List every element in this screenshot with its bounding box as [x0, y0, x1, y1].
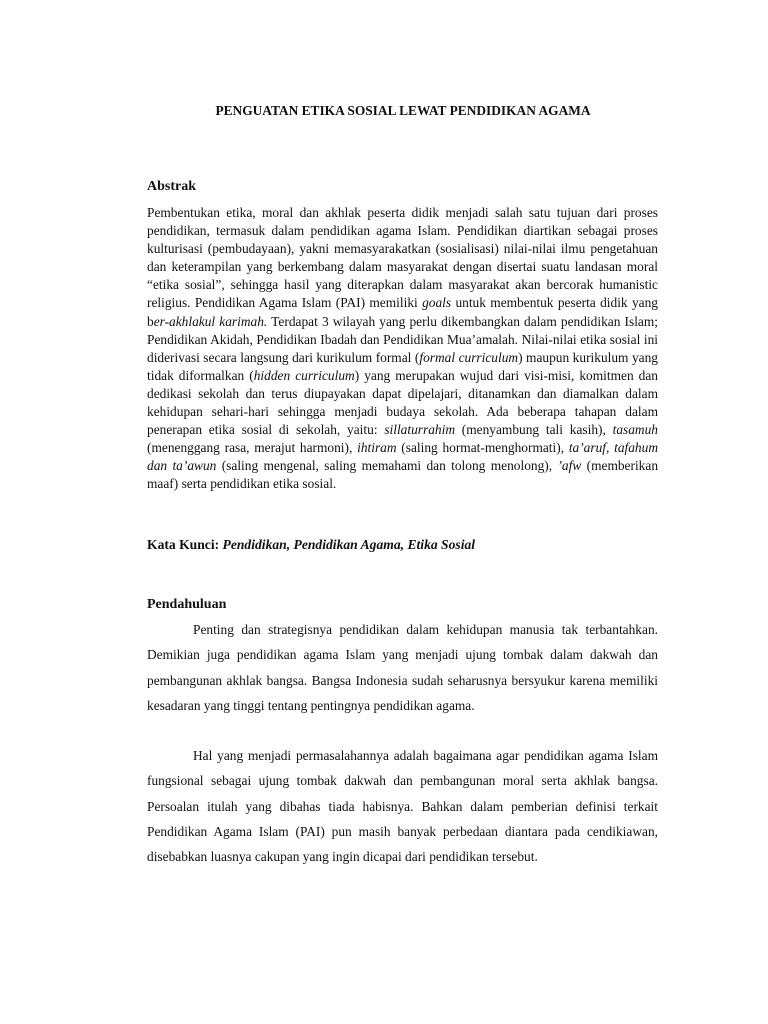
abstract-text-run: (saling hormat-menghormati), [396, 440, 569, 456]
abstract-italic-term: ihtiram [357, 440, 397, 456]
abstract-text-run: untuk membentuk peserta didik yang b [147, 295, 658, 329]
abstract-heading: Abstrak [147, 179, 197, 194]
introduction-paragraph-1: Penting dan strategisnya pendidikan dalam kehidupan manusia tak terbantahkan. Demikian juga pendidikan agama Islam yang menjadi ujung tombak dalam dakwah dan pembangunan akhlak bangsa. Bangsa Indonesia sudah seharusnya bersyukur karena memiliki kesadaran yang tinggi tentang pentingnya pendidikan agama. [147, 622, 658, 713]
abstract-italic-term: tasamuh [612, 422, 658, 438]
abstract-text-run: (memberikan maaf) serta pendidikan etika sosial. [147, 458, 659, 492]
abstract-text-run: ) maupun kurikulum yang tidak diformalkan ( [147, 349, 658, 383]
abstract-text-run: (saling mengenal, saling memahami dan tolong menolong), [216, 458, 558, 474]
abstract-text-run: Pembentukan etika, moral dan akhlak peserta didik menjadi salah satu tujuan dari proses pendidikan, termasuk dalam pendidikan agama Islam. Pendidikan diartikan sebagai proses kulturisasi (pembudayaan), yakni memasyarakatkan (sosialisasi) nilai-nilai ilmu pengetahuan dan keterampilan yang berkembang dalam masyarakat dengan disertai suatu landasan moral “etika sosial”, sehingga hasil yang diterapkan dalam masyarakat akan bercorak humanistic religius. Pendidikan Agama Islam (PAI) memiliki [147, 205, 658, 311]
document-title: PENGUATAN ETIKA SOSIAL LEWAT PENDIDIKAN AGAMA [215, 103, 591, 118]
abstract-italic-term: formal curriculum [419, 349, 519, 365]
introduction-heading: Pendahuluan [147, 597, 227, 612]
abstract-italic-term: er-akhlakul karimah. [153, 313, 268, 329]
abstract-italic-term: ta’aruf, tafahum dan ta’awun [147, 440, 658, 474]
keywords-line [147, 537, 658, 553]
abstract-italic-term: hidden curriculum [253, 367, 355, 383]
keywords-values: Pendidikan, Pendidikan Agama, Etika Sosial [222, 537, 476, 552]
abstract-text-run: (menyambung tali kasih), [455, 422, 613, 438]
abstract-italic-term: sillaturrahim [384, 422, 455, 438]
abstract-text-run: ) yang merupakan wujud dari visi-misi, komitmen dan dedikasi sekolah dan terus diupayakan dapat dipelajari, ditanamkan dan diamalkan dalam kehidupan sehari-hari sehingga menjadi budaya sekolah. Ada beberapa tahapan dalam penerapan etika sosial di sekolah, yaitu: [147, 367, 659, 438]
abstract-text-run: (menenggang rasa, merajut harmoni), [147, 440, 358, 456]
abstract-italic-term: ’afw [557, 458, 582, 474]
abstract-italic-term: goals [422, 295, 452, 311]
keywords-label: Kata Kunci: [147, 537, 220, 552]
abstract-text-run: Terdapat 3 wilayah yang perlu dikembangkan dalam pendidikan Islam; Pendidikan Akidah, Pendidikan Ibadah dan Pendidikan Mua’amalah. Nilai-nilai etika sosial ini diderivasi secara langsung dari kurikulum formal ( [147, 313, 659, 365]
introduction-paragraph-2: Hal yang menjadi permasalahannya adalah bagaimana agar pendidikan agama Islam fungsional sebagai ujung tombak dakwah dan pembangunan moral serta akhlak bangsa. Persoalan itulah yang dibahas tiada habisnya. Bahkan dalam pemberian definisi terkait Pendidikan Agama Islam (PAI) pun masih banyak perbedaan diantara pada cendikiawan, disebabkan luasnya cakupan yang ingin dicapai dari pendidikan tersebut. [147, 748, 658, 865]
abstract-body [147, 204, 658, 494]
abstract-paragraph [147, 204, 658, 494]
